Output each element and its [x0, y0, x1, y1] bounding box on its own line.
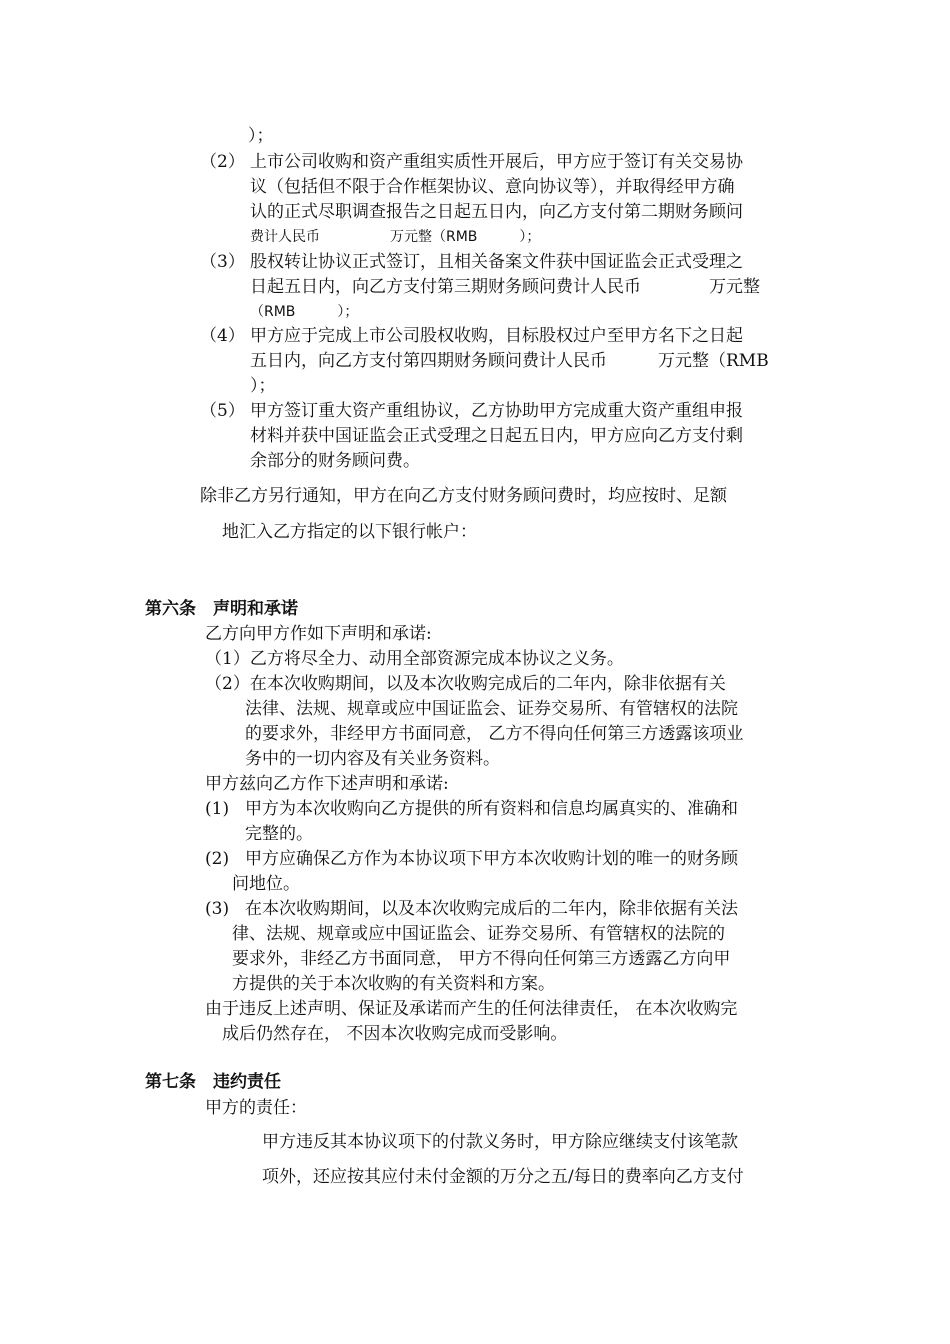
article-7-heading: 第七条 违约责任 [145, 1072, 281, 1092]
text-line: 甲方的责任： [205, 1098, 307, 1118]
text-line: ）； [248, 126, 274, 146]
text-line: （RMB ）； [250, 304, 359, 320]
text-line: 上市公司收购和资产重组实质性开展后，甲方应于签订有关交易协 [250, 152, 743, 172]
text-line: （1）乙方将尽全力、动用全部资源完成本协议之义务。 [205, 649, 624, 669]
item-number: （4） [200, 326, 245, 346]
text-line: 完整的。 [245, 824, 313, 844]
text-line: 由于违反上述声明、保证及承诺而产生的任何法律责任， 在本次收购完 [205, 999, 738, 1019]
text-line: 方提供的关于本次收购的有关资料和方案。 [232, 974, 555, 994]
text-line: 问地位。 [232, 874, 300, 894]
text-line: 费计人民币 万元整（RMB ）； [250, 229, 541, 245]
article-6-heading: 第六条 声明和承诺 [145, 599, 298, 619]
text-line: 成后仍然存在， 不因本次收购完成而受影响。 [222, 1024, 568, 1044]
text-line: （2）在本次收购期间，以及本次收购完成后的二年内，除非依据有关 [205, 674, 726, 694]
text-line: 乙方向甲方作如下声明和承诺: [205, 624, 432, 644]
text-line: 甲方违反其本协议项下的付款义务时，甲方除应继续支付该笔款 [262, 1132, 738, 1152]
text-line: 甲方兹向乙方作下述声明和承诺: [205, 774, 449, 794]
text-line: 余部分的财务顾问费。 [250, 451, 420, 471]
text-line: 认的正式尽职调查报告之日起五日内，向乙方支付第二期财务顾问 [250, 202, 743, 222]
text-line: 甲方为本次收购向乙方提供的所有资料和信息均属真实的、准确和 [245, 799, 738, 819]
item-number: (1) [205, 799, 230, 819]
text-line: 律、法规、规章或应中国证监会、证券交易所、有管辖权的法院的 [232, 924, 725, 944]
text-line: 股权转让协议正式签订，且相关备案文件获中国证监会正式受理之 [250, 252, 743, 272]
text-line: 材料并获中国证监会正式受理之日起五日内，甲方应向乙方支付剩 [250, 426, 743, 446]
text-line: 的要求外，非经甲方书面同意， 乙方不得向任何第三方透露该项业 [245, 724, 744, 744]
text-line: ）； [250, 376, 276, 396]
text-line: 甲方应于完成上市公司股权收购，目标股权过户至甲方名下之日起 [250, 326, 743, 346]
text-line: 要求外，非经乙方书面同意， 甲方不得向任何第三方透露乙方向甲 [232, 949, 731, 969]
text-line: 务中的一切内容及有关业务资料。 [245, 749, 500, 769]
text-line: 日起五日内，向乙方支付第三期财务顾问费计人民币 万元整 [250, 277, 760, 297]
item-number: (2) [205, 849, 230, 869]
item-number: (3) [205, 899, 230, 919]
text-line: 甲方应确保乙方作为本协议项下甲方本次收购计划的唯一的财务顾 [245, 849, 738, 869]
item-number: （2） [200, 152, 245, 172]
item-number: （3） [200, 252, 245, 272]
text-line: 法律、法规、规章或应中国证监会、证券交易所、有管辖权的法院 [245, 699, 738, 719]
text-line: 五日内，向乙方支付第四期财务顾问费计人民币 万元整（RMB [250, 351, 769, 371]
bank-note-line: 地汇入乙方指定的以下银行帐户： [222, 522, 477, 542]
text-line: 在本次收购期间，以及本次收购完成后的二年内，除非依据有关法 [245, 899, 738, 919]
text-line: 议（包括但不限于合作框架协议、意向协议等），并取得经甲方确 [250, 177, 735, 197]
text-line: 项外，还应按其应付未付金额的万分之五/每日的费率向乙方支付 [262, 1167, 744, 1187]
text-line: 甲方签订重大资产重组协议，乙方协助甲方完成重大资产重组申报 [250, 401, 743, 421]
item-number: （5） [200, 401, 245, 421]
bank-note-line: 除非乙方另行通知，甲方在向乙方支付财务顾问费时，均应按时、足额 [200, 486, 727, 506]
